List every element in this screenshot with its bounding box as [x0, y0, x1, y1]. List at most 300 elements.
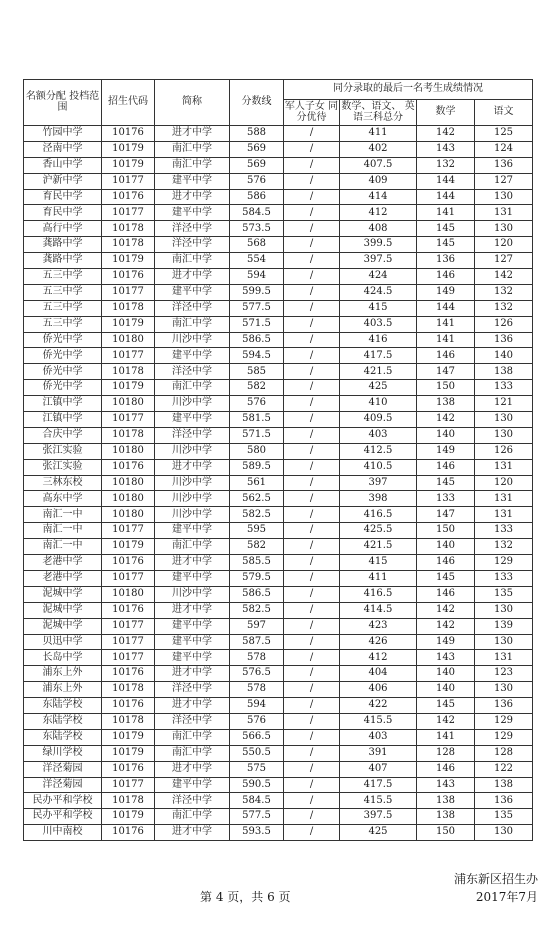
cutoff-score-cell: 586.5 [230, 332, 284, 348]
three-subject-total-cell: 409.5 [340, 412, 417, 428]
quota-school-cell: 川中南校 [24, 825, 102, 841]
table-row [24, 650, 533, 666]
chinese-score-cell: 129 [475, 729, 533, 745]
target-school-cell: 南汇中学 [155, 316, 230, 332]
quota-school-cell: 贝迅中学 [24, 634, 102, 650]
quota-school-cell: 江镇中学 [24, 396, 102, 412]
three-subject-total-cell: 421.5 [340, 539, 417, 555]
quota-school-cell: 浦东上外 [24, 666, 102, 682]
enroll-code-cell: 10176 [102, 189, 155, 205]
math-score-cell: 128 [417, 745, 475, 761]
chinese-score-cell: 129 [475, 713, 533, 729]
chinese-score-cell: 140 [475, 348, 533, 364]
math-score-cell: 141 [417, 205, 475, 221]
military-priority-cell: / [284, 729, 340, 745]
enroll-code-cell: 10179 [102, 729, 155, 745]
military-priority-cell: / [284, 380, 340, 396]
header-math: 数学 [417, 100, 475, 126]
enroll-code-cell: 10177 [102, 777, 155, 793]
quota-school-cell: 洋泾菊园 [24, 761, 102, 777]
chinese-score-cell: 133 [475, 380, 533, 396]
chinese-score-cell: 130 [475, 602, 533, 618]
enroll-code-cell: 10180 [102, 586, 155, 602]
math-score-cell: 141 [417, 316, 475, 332]
quota-school-cell: 竹园中学 [24, 126, 102, 142]
cutoff-score-cell: 586 [230, 189, 284, 205]
quota-school-cell: 江镇中学 [24, 412, 102, 428]
table-row [24, 570, 533, 586]
chinese-score-cell: 124 [475, 141, 533, 157]
three-subject-total-cell: 416.5 [340, 507, 417, 523]
page-number: 第 4 页，共 6 页 [200, 890, 291, 904]
enroll-code-cell: 10177 [102, 412, 155, 428]
math-score-cell: 143 [417, 650, 475, 666]
table-row [24, 141, 533, 157]
cutoff-score-cell: 578 [230, 650, 284, 666]
math-score-cell: 146 [417, 586, 475, 602]
math-score-cell: 143 [417, 141, 475, 157]
cutoff-score-cell: 584.5 [230, 793, 284, 809]
cutoff-score-cell: 587.5 [230, 634, 284, 650]
target-school-cell: 洋泾中学 [155, 427, 230, 443]
target-school-cell: 南汇中学 [155, 141, 230, 157]
header-chinese: 语文 [475, 100, 533, 126]
enroll-code-cell: 10177 [102, 634, 155, 650]
enroll-code-cell: 10177 [102, 205, 155, 221]
table-body [24, 126, 533, 841]
math-score-cell: 142 [417, 412, 475, 428]
cutoff-score-cell: 582 [230, 380, 284, 396]
cutoff-score-cell: 554 [230, 253, 284, 269]
cutoff-score-cell: 566.5 [230, 729, 284, 745]
enroll-code-cell: 10176 [102, 459, 155, 475]
chinese-score-cell: 132 [475, 539, 533, 555]
enroll-code-cell: 10179 [102, 141, 155, 157]
enroll-code-cell: 10179 [102, 539, 155, 555]
table-row [24, 713, 533, 729]
math-score-cell: 150 [417, 380, 475, 396]
table-row [24, 316, 533, 332]
target-school-cell: 建平中学 [155, 618, 230, 634]
quota-school-cell: 高行中学 [24, 221, 102, 237]
target-school-cell: 建平中学 [155, 634, 230, 650]
cutoff-score-cell: 576.5 [230, 666, 284, 682]
enroll-code-cell: 10180 [102, 507, 155, 523]
chinese-score-cell: 123 [475, 666, 533, 682]
target-school-cell: 南汇中学 [155, 809, 230, 825]
quota-school-cell: 龚路中学 [24, 237, 102, 253]
math-score-cell: 145 [417, 237, 475, 253]
cutoff-score-cell: 599.5 [230, 284, 284, 300]
quota-school-cell: 侨光中学 [24, 380, 102, 396]
military-priority-cell: / [284, 713, 340, 729]
three-subject-total-cell: 424.5 [340, 284, 417, 300]
cutoff-score-cell: 573.5 [230, 221, 284, 237]
cutoff-score-cell: 590.5 [230, 777, 284, 793]
three-subject-total-cell: 403 [340, 729, 417, 745]
quota-school-cell: 长岛中学 [24, 650, 102, 666]
math-score-cell: 141 [417, 729, 475, 745]
cutoff-score-cell: 577.5 [230, 809, 284, 825]
target-school-cell: 洋泾中学 [155, 300, 230, 316]
target-school-cell: 川沙中学 [155, 396, 230, 412]
math-score-cell: 142 [417, 713, 475, 729]
table-row [24, 602, 533, 618]
math-score-cell: 140 [417, 682, 475, 698]
military-priority-cell: / [284, 761, 340, 777]
table-row [24, 126, 533, 142]
cutoff-score-cell: 577.5 [230, 300, 284, 316]
enroll-code-cell: 10179 [102, 316, 155, 332]
admission-score-table [23, 79, 533, 841]
enroll-code-cell: 10177 [102, 523, 155, 539]
quota-school-cell: 侨光中学 [24, 348, 102, 364]
math-score-cell: 150 [417, 523, 475, 539]
table-row [24, 682, 533, 698]
chinese-score-cell: 120 [475, 237, 533, 253]
military-priority-cell: / [284, 491, 340, 507]
three-subject-total-cell: 397.5 [340, 253, 417, 269]
target-school-cell: 建平中学 [155, 173, 230, 189]
enroll-code-cell: 10176 [102, 698, 155, 714]
math-score-cell: 141 [417, 332, 475, 348]
table-row [24, 761, 533, 777]
table-row [24, 745, 533, 761]
enroll-code-cell: 10178 [102, 682, 155, 698]
chinese-score-cell: 136 [475, 793, 533, 809]
target-school-cell: 建平中学 [155, 570, 230, 586]
military-priority-cell: / [284, 284, 340, 300]
cutoff-score-cell: 579.5 [230, 570, 284, 586]
quota-school-cell: 龚路中学 [24, 253, 102, 269]
quota-school-cell: 南汇一中 [24, 523, 102, 539]
three-subject-total-cell: 416 [340, 332, 417, 348]
quota-school-cell: 泥城中学 [24, 618, 102, 634]
math-score-cell: 146 [417, 555, 475, 571]
math-score-cell: 146 [417, 761, 475, 777]
math-score-cell: 140 [417, 427, 475, 443]
enroll-code-cell: 10178 [102, 364, 155, 380]
military-priority-cell: / [284, 682, 340, 698]
chinese-score-cell: 120 [475, 475, 533, 491]
cutoff-score-cell: 594 [230, 698, 284, 714]
chinese-score-cell: 127 [475, 173, 533, 189]
target-school-cell: 川沙中学 [155, 443, 230, 459]
cutoff-score-cell: 576 [230, 713, 284, 729]
chinese-score-cell: 130 [475, 412, 533, 428]
chinese-score-cell: 130 [475, 634, 533, 650]
cutoff-score-cell: 575 [230, 761, 284, 777]
three-subject-total-cell: 425 [340, 825, 417, 841]
chinese-score-cell: 121 [475, 396, 533, 412]
target-school-cell: 进才中学 [155, 825, 230, 841]
cutoff-score-cell: 584.5 [230, 205, 284, 221]
military-priority-cell: / [284, 523, 340, 539]
target-school-cell: 进才中学 [155, 459, 230, 475]
math-score-cell: 149 [417, 634, 475, 650]
chinese-score-cell: 128 [475, 745, 533, 761]
target-school-cell: 建平中学 [155, 777, 230, 793]
math-score-cell: 138 [417, 809, 475, 825]
three-subject-total-cell: 425.5 [340, 523, 417, 539]
table-row [24, 698, 533, 714]
military-priority-cell: / [284, 618, 340, 634]
table-row [24, 364, 533, 380]
chinese-score-cell: 130 [475, 221, 533, 237]
three-subject-total-cell: 416.5 [340, 586, 417, 602]
enroll-code-cell: 10176 [102, 555, 155, 571]
math-score-cell: 140 [417, 666, 475, 682]
military-priority-cell: / [284, 300, 340, 316]
enroll-code-cell: 10180 [102, 475, 155, 491]
military-priority-cell: / [284, 602, 340, 618]
military-priority-cell: / [284, 698, 340, 714]
chinese-score-cell: 125 [475, 126, 533, 142]
three-subject-total-cell: 410.5 [340, 459, 417, 475]
target-school-cell: 川沙中学 [155, 507, 230, 523]
enroll-code-cell: 10179 [102, 157, 155, 173]
quota-school-cell: 五三中学 [24, 269, 102, 285]
cutoff-score-cell: 562.5 [230, 491, 284, 507]
three-subject-total-cell: 397 [340, 475, 417, 491]
enroll-code-cell: 10178 [102, 793, 155, 809]
chinese-score-cell: 130 [475, 825, 533, 841]
math-score-cell: 145 [417, 475, 475, 491]
chinese-score-cell: 138 [475, 777, 533, 793]
table-row [24, 555, 533, 571]
math-score-cell: 143 [417, 777, 475, 793]
military-priority-cell: / [284, 777, 340, 793]
math-score-cell: 146 [417, 269, 475, 285]
enroll-code-cell: 10176 [102, 825, 155, 841]
military-priority-cell: / [284, 555, 340, 571]
target-school-cell: 进才中学 [155, 698, 230, 714]
table-row [24, 269, 533, 285]
three-subject-total-cell: 407.5 [340, 157, 417, 173]
table-row [24, 380, 533, 396]
military-priority-cell: / [284, 205, 340, 221]
three-subject-total-cell: 391 [340, 745, 417, 761]
cutoff-score-cell: 582.5 [230, 507, 284, 523]
target-school-cell: 川沙中学 [155, 475, 230, 491]
military-priority-cell: / [284, 745, 340, 761]
cutoff-score-cell: 571.5 [230, 316, 284, 332]
cutoff-score-cell: 571.5 [230, 427, 284, 443]
math-score-cell: 133 [417, 491, 475, 507]
table-row [24, 459, 533, 475]
math-score-cell: 138 [417, 396, 475, 412]
chinese-score-cell: 122 [475, 761, 533, 777]
chinese-score-cell: 126 [475, 443, 533, 459]
math-score-cell: 147 [417, 507, 475, 523]
enroll-code-cell: 10179 [102, 253, 155, 269]
chinese-score-cell: 142 [475, 269, 533, 285]
cutoff-score-cell: 576 [230, 173, 284, 189]
quota-school-cell: 侨光中学 [24, 332, 102, 348]
math-score-cell: 140 [417, 539, 475, 555]
math-score-cell: 142 [417, 618, 475, 634]
military-priority-cell: / [284, 825, 340, 841]
three-subject-total-cell: 403 [340, 427, 417, 443]
enroll-code-cell: 10178 [102, 237, 155, 253]
cutoff-score-cell: 580 [230, 443, 284, 459]
target-school-cell: 南汇中学 [155, 539, 230, 555]
military-priority-cell: / [284, 332, 340, 348]
military-priority-cell: / [284, 586, 340, 602]
table-row [24, 253, 533, 269]
cutoff-score-cell: 595 [230, 523, 284, 539]
math-score-cell: 144 [417, 300, 475, 316]
quota-school-cell: 南汇一中 [24, 507, 102, 523]
military-priority-cell: / [284, 348, 340, 364]
target-school-cell: 建平中学 [155, 205, 230, 221]
three-subject-total-cell: 424 [340, 269, 417, 285]
military-priority-cell: / [284, 570, 340, 586]
quota-school-cell: 合庆中学 [24, 427, 102, 443]
quota-school-cell: 东陆学校 [24, 729, 102, 745]
three-subject-total-cell: 414.5 [340, 602, 417, 618]
table-row [24, 157, 533, 173]
chinese-score-cell: 130 [475, 427, 533, 443]
quota-school-cell: 老港中学 [24, 570, 102, 586]
military-priority-cell: / [284, 809, 340, 825]
military-priority-cell: / [284, 364, 340, 380]
target-school-cell: 川沙中学 [155, 491, 230, 507]
quota-school-cell: 东陆学校 [24, 713, 102, 729]
table-row [24, 221, 533, 237]
military-priority-cell: / [284, 475, 340, 491]
chinese-score-cell: 136 [475, 157, 533, 173]
math-score-cell: 142 [417, 602, 475, 618]
three-subject-total-cell: 414 [340, 189, 417, 205]
target-school-cell: 南汇中学 [155, 745, 230, 761]
cutoff-score-cell: 597 [230, 618, 284, 634]
chinese-score-cell: 131 [475, 459, 533, 475]
enroll-code-cell: 10178 [102, 300, 155, 316]
target-school-cell: 川沙中学 [155, 332, 230, 348]
military-priority-cell: / [284, 126, 340, 142]
table-row [24, 523, 533, 539]
three-subject-total-cell: 426 [340, 634, 417, 650]
cutoff-score-cell: 594.5 [230, 348, 284, 364]
table-row [24, 237, 533, 253]
enroll-code-cell: 10176 [102, 126, 155, 142]
chinese-score-cell: 136 [475, 332, 533, 348]
target-school-cell: 建平中学 [155, 412, 230, 428]
three-subject-total-cell: 397.5 [340, 809, 417, 825]
target-school-cell: 洋泾中学 [155, 793, 230, 809]
enroll-code-cell: 10176 [102, 602, 155, 618]
target-school-cell: 洋泾中学 [155, 682, 230, 698]
three-subject-total-cell: 423 [340, 618, 417, 634]
table-row [24, 618, 533, 634]
cutoff-score-cell: 581.5 [230, 412, 284, 428]
target-school-cell: 建平中学 [155, 284, 230, 300]
table-row [24, 412, 533, 428]
cutoff-score-cell: 585 [230, 364, 284, 380]
chinese-score-cell: 126 [475, 316, 533, 332]
target-school-cell: 建平中学 [155, 348, 230, 364]
table-row [24, 173, 533, 189]
military-priority-cell: / [284, 189, 340, 205]
quota-school-cell: 五三中学 [24, 316, 102, 332]
enroll-code-cell: 10176 [102, 666, 155, 682]
table-row [24, 475, 533, 491]
cutoff-score-cell: 589.5 [230, 459, 284, 475]
quota-school-cell: 泥城中学 [24, 602, 102, 618]
table-row [24, 539, 533, 555]
cutoff-score-cell: 578 [230, 682, 284, 698]
military-priority-cell: / [284, 396, 340, 412]
math-score-cell: 144 [417, 173, 475, 189]
math-score-cell: 146 [417, 348, 475, 364]
table-row [24, 666, 533, 682]
quota-school-cell: 民办平和学校 [24, 809, 102, 825]
cutoff-score-cell: 576 [230, 396, 284, 412]
table-row [24, 300, 533, 316]
enroll-code-cell: 10176 [102, 761, 155, 777]
quota-school-cell: 南汇一中 [24, 539, 102, 555]
enroll-code-cell: 10178 [102, 221, 155, 237]
enroll-code-cell: 10179 [102, 809, 155, 825]
chinese-score-cell: 129 [475, 555, 533, 571]
math-score-cell: 147 [417, 364, 475, 380]
table-row [24, 491, 533, 507]
three-subject-total-cell: 412 [340, 205, 417, 221]
military-priority-cell: / [284, 427, 340, 443]
chinese-score-cell: 130 [475, 189, 533, 205]
quota-school-cell: 育民中学 [24, 205, 102, 221]
quota-school-cell: 东陆学校 [24, 698, 102, 714]
target-school-cell: 南汇中学 [155, 729, 230, 745]
military-priority-cell: / [284, 221, 340, 237]
target-school-cell: 进才中学 [155, 602, 230, 618]
quota-school-cell: 沪新中学 [24, 173, 102, 189]
table-row [24, 396, 533, 412]
target-school-cell: 建平中学 [155, 650, 230, 666]
chinese-score-cell: 133 [475, 523, 533, 539]
math-score-cell: 149 [417, 443, 475, 459]
cutoff-score-cell: 585.5 [230, 555, 284, 571]
table-row [24, 793, 533, 809]
enroll-code-cell: 10177 [102, 618, 155, 634]
chinese-score-cell: 127 [475, 253, 533, 269]
enroll-code-cell: 10180 [102, 396, 155, 412]
enroll-code-cell: 10180 [102, 491, 155, 507]
chinese-score-cell: 139 [475, 618, 533, 634]
table-row [24, 348, 533, 364]
military-priority-cell: / [284, 316, 340, 332]
math-score-cell: 136 [417, 253, 475, 269]
quota-school-cell: 泾南中学 [24, 141, 102, 157]
cutoff-score-cell: 561 [230, 475, 284, 491]
military-priority-cell: / [284, 269, 340, 285]
chinese-score-cell: 135 [475, 586, 533, 602]
chinese-score-cell: 131 [475, 205, 533, 221]
target-school-cell: 进才中学 [155, 555, 230, 571]
military-priority-cell: / [284, 157, 340, 173]
quota-school-cell: 育民中学 [24, 189, 102, 205]
quota-school-cell: 三林东校 [24, 475, 102, 491]
table-row [24, 205, 533, 221]
table-row [24, 809, 533, 825]
quota-school-cell: 五三中学 [24, 300, 102, 316]
cutoff-score-cell: 582 [230, 539, 284, 555]
quota-school-cell: 侨光中学 [24, 364, 102, 380]
header-three-subject-total: 数学、语文、 英语三科总分 [340, 100, 417, 126]
chinese-score-cell: 132 [475, 300, 533, 316]
target-school-cell: 建平中学 [155, 523, 230, 539]
